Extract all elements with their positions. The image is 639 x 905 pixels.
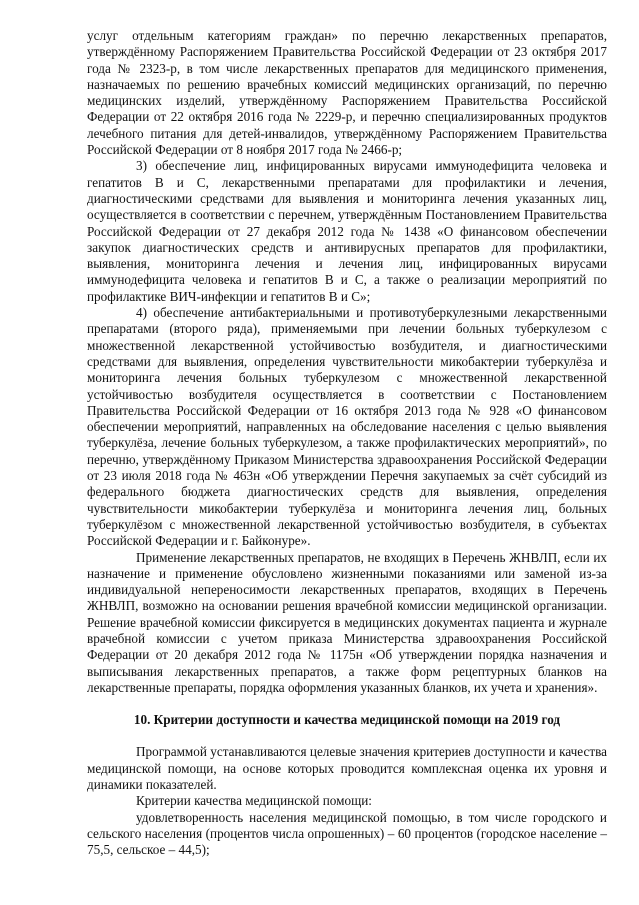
spacer xyxy=(87,696,607,712)
paragraph-item-3: 3) обеспечение лиц, инфицированных вирусами иммунодефицита человека и гепатитов В и С, лекарственными препаратами для профилактики и лечения, диагностическими средствами для выявления и мониторинга лечения указанных лиц, осуществляется в соответствии с перечнем, утверждённым Постановлением Правительства Российской Федерации от 27 декабря 2012 года № 1438 «О финансовом обеспечении закупок диагностических средств и антивирусных препаратов для профилактики, выявления, мониторинга лечения и лечения лиц, инфицированных вирусами иммунодефицита человека и гепатитов В и С, а также о реализации мероприятий по профилактике ВИЧ-инфекции и гепатитов В и С»; xyxy=(87,158,607,304)
paragraph-zhnvlp: Применение лекарственных препаратов, не входящих в Перечень ЖНВЛП, если их назначение и применение обусловлено жизненными показаниями или заменой из-за индивидуальной непереносимости лекарственных препаратов, входящих в Перечень ЖНВЛП, возможно на основании решения врачебной комиссии медицинской организации. Решение врачебной комиссии фиксируется в медицинских документах пациента и журнале врачебной комиссии с учетом приказа Министерства здравоохранения Российской Федерации от 20 декабря 2012 года № 1175н «Об утверждении порядка назначения и выписывания лекарственных препаратов, а также форм рецептурных бланков на лекарственные препараты, порядка оформления указанных бланков, их учета и хранения». xyxy=(87,549,607,695)
paragraph-continuation: услуг отдельным категориям граждан» по перечню лекарственных препаратов, утверждённому Распоряжением Правительства Российской Федерации от 23 октября 2017 года № 2323-р, в том числе лекарственных препаратов для медицинского применения, назначаемых по решению врачебных комиссий медицинских организаций, по перечню медицинских изделий, утверждённому Распоряжением Правительства Российской Федерации от 22 октября 2016 года № 2229-р, и перечню специализированных продуктов лечебного питания для детей-инвалидов, утверждённому Распоряжением Правительства Российской Федерации от 8 ноября 2017 года № 2466-р; xyxy=(87,28,607,158)
paragraph-criteria-intro: Программой устанавливаются целевые значения критериев доступности и качества медицинской помощи, на основе которых проводится комплексная оценка их уровня и динамики показателей. xyxy=(87,744,607,793)
paragraph-criteria-quality: Критерии качества медицинской помощи: xyxy=(136,793,372,809)
paragraph-satisfaction: удовлетворенность населения медицинской помощью, в том числе городского и сельского населения (процентов числа опрошенных) – 60 процентов (городское население – 75,5, сельское – 44,5); xyxy=(87,809,607,858)
spacer xyxy=(87,728,607,744)
section-heading: 10. Критерии доступности и качества медицинской помощи на 2019 год xyxy=(133,712,561,728)
paragraph-item-4: 4) обеспечение антибактериальными и противотуберкулезными лекарственными препаратами (второго ряда), применяемыми при лечении больных туберкулезом с множественной лекарственной устойчивостью возбудителя, и диагностическими средствами для выявления, определения чувствительности микобактерии туберкулёза и мониторинга лечения больных туберкулезом с множественной лекарственной устойчивостью возбудителя осуществляется в соответствии с Постановлением Правительства Российской Федерации от 16 октября 2013 года № 928 «О финансовом обеспечении мероприятий, направленных на обследование населения с целью выявления туберкулёза, лечение больных туберкулезом, а также профилактических мероприятий», по перечню, утверждённому Приказом Министерства здравоохранения Российской Федерации от 23 июля 2018 года № 463н «Об утверждении Перечня закупаемых за счёт субсидий из федерального бюджета диагностических средств для выявления, определения чувствительности микобактерии туберкулёза и мониторинга лечения лиц, больных туберкулёзом с множественной лекарственной устойчивостью возбудителя, в субъектах Российской Федерации и г. Байконуре». xyxy=(87,305,607,549)
